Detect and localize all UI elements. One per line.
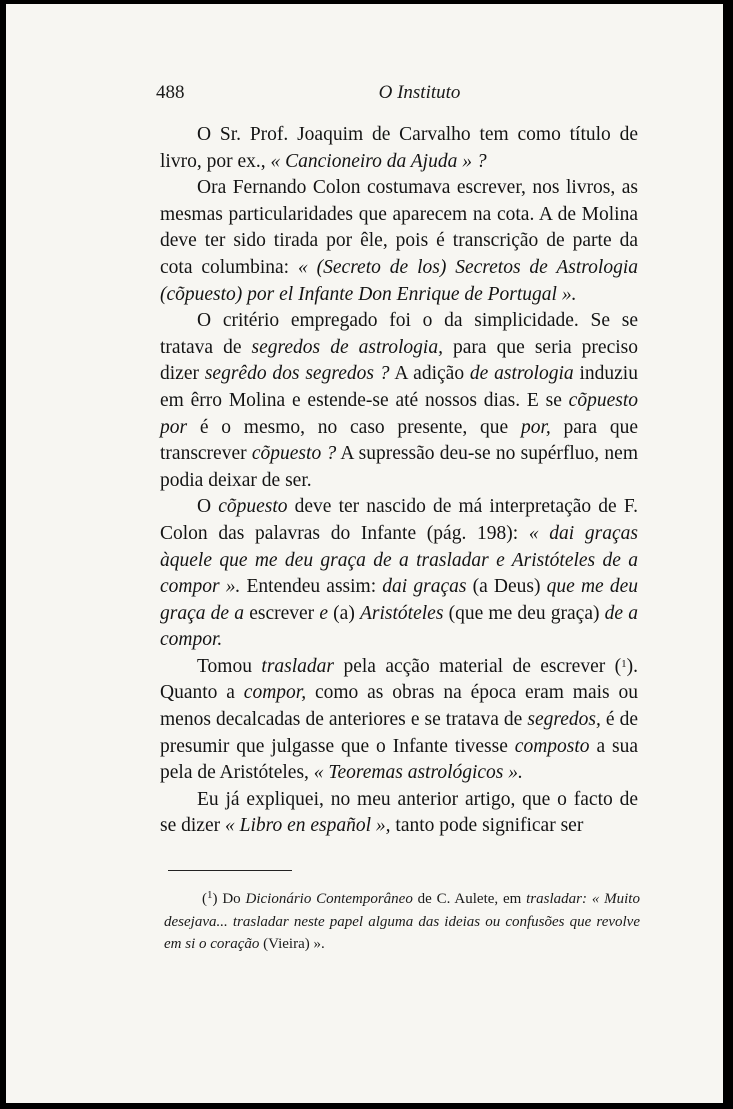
italic-text: cõpuesto ? — [251, 443, 337, 465]
footnote-rule — [168, 870, 292, 871]
text-run: para que transcrever — [160, 416, 638, 465]
footnote-ref: 1 — [207, 889, 213, 901]
text-run: Eu já expliquei, no meu anterior artigo, que o facto de se dizer — [160, 788, 638, 837]
text-run: é de presumir que julgasse que o Infante tivesse — [160, 709, 638, 757]
italic-text: de astrologia — [469, 363, 574, 385]
italic-text: « (Secreto de los) Secretos de Astrologia (cõpuesto) por el Infante Don Enrique de Portugal ». — [160, 256, 638, 305]
italic-text: por, — [520, 416, 551, 438]
text-run: é o mesmo, no caso presente, que — [187, 416, 521, 438]
text-run: pela acção material de escrever ( — [334, 655, 622, 677]
text-run: escrever — [244, 602, 320, 624]
text-run: ) Do — [212, 891, 246, 907]
italic-text: segrêdo dos segredos ? — [204, 363, 390, 385]
italic-text: de a compor. — [160, 602, 638, 651]
italic-text: trasladar: « Muito desejava... trasladar neste papel alguma das ideias ou confusões que revolve em si o coração — [164, 891, 640, 952]
text-run: (Vieira) ». — [259, 936, 325, 952]
text-run: para que seria preciso dizer — [160, 336, 638, 385]
text-run: Entendeu assim: — [240, 576, 383, 598]
page-header — [156, 82, 623, 106]
text-run: induziu em êrro Molina e estende-se até nossos dias. E se — [160, 363, 638, 411]
paragraph — [160, 308, 638, 494]
italic-text: e — [319, 602, 328, 624]
text-run: ). Quanto a — [160, 655, 639, 704]
italic-text: trasladar — [261, 655, 335, 677]
paragraph — [160, 175, 638, 308]
text-run: deve ter nascido de má interpretação de F. Colon das palavras do Infante (pág. 198): — [160, 496, 638, 544]
text-run: (que me deu graça) — [443, 602, 605, 624]
italic-text: composto — [514, 735, 590, 757]
paragraph — [160, 654, 638, 787]
italic-text: dai graças — [382, 576, 467, 598]
text-run: de C. Aulete, em — [412, 891, 527, 907]
italic-text: Aristóteles — [360, 602, 444, 624]
italic-text: que me deu graça de a — [160, 576, 638, 624]
footnote-ref: 1 — [621, 657, 627, 670]
text-run: Ora Fernando Colon costumava escrever, nos livros, as mesmas particularidades que aparecem na cota. A de Molina deve ter sido tirada por êle, pois é transcrição de parte da cota columbina: — [160, 177, 638, 278]
text-run: O Sr. Prof. Joaquim de Carvalho tem como título de livro, por ex., — [160, 124, 638, 172]
paragraph — [160, 787, 638, 840]
footnote — [164, 888, 640, 956]
italic-text: « Libro en español », — [224, 815, 391, 837]
paragraph — [160, 494, 638, 654]
italic-text: « dai graças àquele que me deu graça de a trasladar e Aristóteles de a compor ». — [160, 522, 638, 598]
page — [6, 4, 723, 1103]
italic-text: compor, — [243, 682, 307, 704]
text-run: ( — [202, 891, 207, 907]
italic-text: cõpuesto por — [160, 389, 638, 438]
text-run: (a Deus) — [466, 576, 547, 598]
text-run: tanto pode significar ser — [390, 815, 584, 837]
text-run: A adição — [389, 363, 470, 385]
italic-text: « Cancioneiro da Ajuda » ? — [270, 150, 487, 172]
text-run: a sua pela de Aristóteles, — [160, 735, 638, 784]
italic-text: cõpuesto — [218, 496, 288, 518]
italic-text: Dicionário Contemporâneo — [245, 891, 413, 907]
italic-text: « Teoremas astrológicos ». — [313, 762, 523, 784]
text-run: O — [197, 496, 219, 518]
body-text — [160, 122, 638, 840]
text-run: Tomou — [197, 655, 262, 677]
text-run: A supressão deu-se no supérfluo, nem podia deixar de ser. — [160, 443, 638, 491]
paragraph — [160, 122, 638, 175]
italic-text: segredos, — [527, 709, 601, 731]
text-run: como as obras na época eram mais ou menos decalcadas de anteriores e se tratava de — [160, 682, 638, 731]
running-title: O Instituto — [378, 82, 461, 103]
text-run: (a) — [327, 602, 360, 624]
text-run: O critério empregado foi o da simplicidade. Se se tratava de — [160, 310, 638, 358]
italic-text: segredos de astrologia, — [251, 336, 443, 358]
page-number: 488 — [156, 82, 185, 103]
